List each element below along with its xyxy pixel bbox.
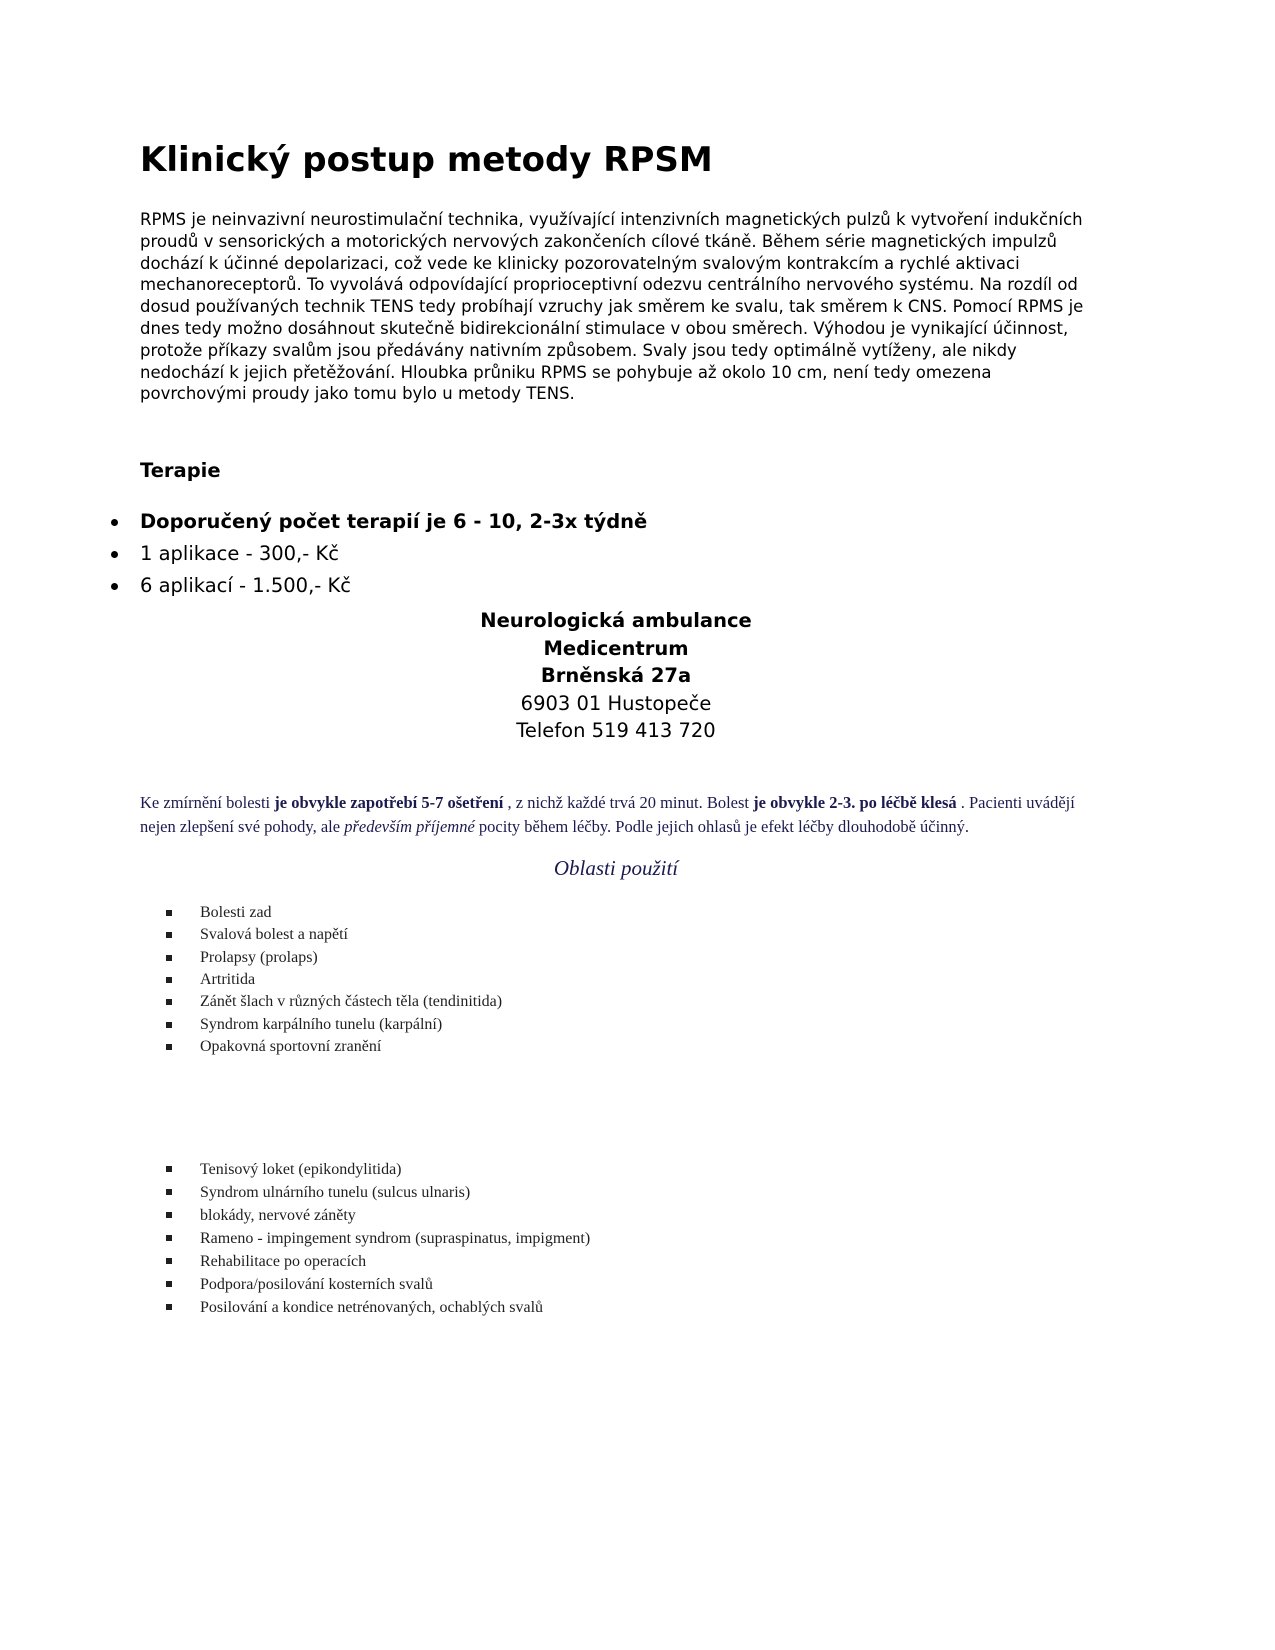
list-item: Rameno - impingement syndrom (supraspinatus, impigment) <box>140 1227 1092 1250</box>
list-item: Zánět šlach v různých částech těla (tendinitida) <box>140 991 1092 1013</box>
note-text: Ke zmírnění bolesti <box>140 792 275 812</box>
clinic-name: Neurologická ambulance <box>480 609 752 633</box>
list-item: Opakovná sportovní zranění <box>140 1036 1092 1058</box>
note-italic-text: především příjemné <box>344 817 475 837</box>
note-text: pocity během léčby. Podle jejich ohlasů je efekt léčby dlouhodobě účinný. <box>474 817 970 837</box>
clinic-address <box>140 607 1092 745</box>
therapy-list <box>140 506 1092 602</box>
note-text: . Pacienti uvádějí nejen zlepšení své pohody, ale <box>140 792 1075 837</box>
clinic-city: 6903 01 Hustopeče <box>520 691 712 715</box>
therapy-item: 1 aplikace - 300,- Kč <box>140 538 1092 570</box>
usage-list-primary <box>140 902 1092 1058</box>
list-item: Syndrom karpálního tunelu (karpální) <box>140 1014 1092 1036</box>
note-bold-text: je obvykle 2-3. po léčbě klesá <box>753 792 957 812</box>
document-content <box>140 138 1092 1319</box>
note-bold-text: je obvykle zapotřebí 5-7 ošetření <box>274 792 504 812</box>
therapy-heading: Terapie <box>140 459 221 483</box>
note-text: , z nichž každé trvá 20 minut. Bolest <box>503 792 754 812</box>
list-item: Bolesti zad <box>140 902 1092 924</box>
list-item: Artritida <box>140 969 1092 991</box>
usage-heading: Oblasti použití <box>553 856 679 881</box>
document-title: Klinický postup metody RPSM <box>140 140 713 180</box>
list-item: Posilování a kondice netrénovaných, ochablých svalů <box>140 1296 1092 1319</box>
clinic-phone: Telefon 519 413 720 <box>516 719 716 743</box>
therapy-item: Doporučený počet terapií je 6 - 10, 2-3x týdně <box>140 506 1092 538</box>
clinic-street: Brněnská 27a <box>540 664 692 688</box>
treatment-note <box>140 791 1092 840</box>
list-item: Svalová bolest a napětí <box>140 924 1092 946</box>
list-item: Prolapsy (prolaps) <box>140 947 1092 969</box>
list-item: Podpora/posilování kosterních svalů <box>140 1273 1092 1296</box>
clinic-building: Medicentrum <box>543 636 689 660</box>
usage-list-secondary <box>140 1158 1092 1319</box>
list-item: Rehabilitace po operacích <box>140 1250 1092 1273</box>
list-item: Tenisový loket (epikondylitida) <box>140 1158 1092 1181</box>
therapy-item: 6 aplikací - 1.500,- Kč <box>140 570 1092 602</box>
list-item: blokády, nervové záněty <box>140 1204 1092 1227</box>
intro-paragraph: RPMS je neinvazivní neurostimulační technika, využívající intenzivních magnetických pulzů k vytvoření indukčních proudů v sensorických a motorických nervových zakončeních cílové tkáně. Během série magnetických impulzů dochází k účinné depolarizaci, což vede ke klinicky pozorovatelným svalovým kontrakcím a rychlé aktivaci mechanoreceptorů. To vyvolává odpovídající proprioceptivní odezvu centrálního nervového systému. Na rozdíl od dosud používaných technik TENS tedy probíhají vzruchy jak směrem ke svalu, tak směrem k CNS. Pomocí RPMS je dnes tedy možno dosáhnout skutečně bidirekcionální stimulace v obou směrech. Výhodou je vynikající účinnost, protože příkazy svalům jsou předávány nativním způsobem. Svaly jsou tedy optimálně vytíženy, ale nikdy nedochází k jejich přetěžování. Hloubka průniku RPMS se pohybuje až okolo 10 cm, není tedy omezena povrchovými proudy jako tomu bylo u metody TENS. <box>140 210 1084 404</box>
list-item: Syndrom ulnárního tunelu (sulcus ulnaris) <box>140 1181 1092 1204</box>
